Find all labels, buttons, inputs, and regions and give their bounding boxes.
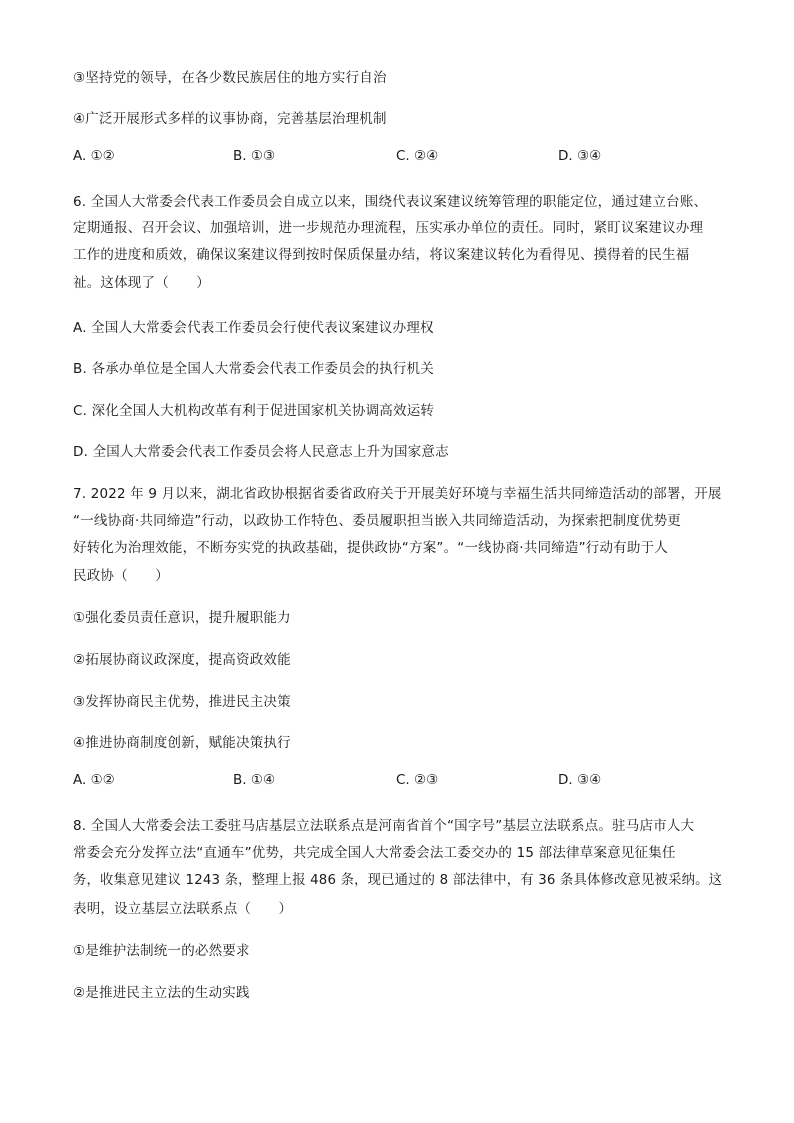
q8-stem-line: 务，收集意见建议 1243 条，整理上报 486 条，现已通过的 8 部法律中，有 36 条具体修改意见被采纳。这	[73, 872, 723, 888]
q7-option-b: B. ①④	[233, 772, 276, 788]
q7-item-4: ④推进协商制度创新，赋能决策执行	[73, 735, 291, 751]
q5-option-c: C. ②④	[396, 148, 439, 164]
q5-option-b: B. ①③	[233, 148, 276, 164]
q7-option-c: C. ②③	[396, 772, 439, 788]
q5-item-3: ③坚持党的领导，在各少数民族居住的地方实行自治	[73, 70, 387, 86]
q6-stem-line: 工作的进度和质效，确保议案建议得到按时保质保量办结，将议案建议转化为看得见、摸得着的民生福	[73, 247, 690, 263]
q7-stem-line: 好转化为治理效能，不断夯实党的执政基础，提供政协“方案”。“一线协商·共同缔造”行动有助于人	[73, 540, 668, 556]
q6-option-b: B. 各承办单位是全国人大常委会代表工作委员会的执行机关	[73, 361, 434, 377]
q5-option-a: A. ①②	[73, 148, 115, 164]
q6-option-d: D. 全国人大常委会代表工作委员会将人民意志上升为国家意志	[73, 444, 449, 460]
q7-item-2: ②拓展协商议政深度，提高资政效能	[73, 652, 291, 668]
q7-item-1: ①强化委员责任意识，提升履职能力	[73, 610, 291, 626]
q8-item-1: ①是维护法制统一的必然要求	[73, 943, 250, 959]
q7-option-a: A. ①②	[73, 772, 115, 788]
q5-option-d: D. ③④	[558, 148, 602, 164]
q6-option-c: C. 深化全国人大机构改革有利于促进国家机关协调高效运转	[73, 403, 435, 419]
q8-item-2: ②是推进民主立法的生动实践	[73, 985, 250, 1001]
q6-option-a: A. 全国人大常委会代表工作委员会行使代表议案建议办理权	[73, 320, 434, 336]
q7-stem-line: 民政协（ ）	[73, 568, 169, 584]
q8-stem-line: 8. 全国人大常委会法工委驻马店基层立法联系点是河南省首个“国字号”基层立法联系点。驻马店市人大	[73, 818, 695, 834]
q6-stem-line: 定期通报、召开会议、加强培训，进一步规范办理流程，压实承办单位的责任。同时，紧盯议案建议办理	[73, 220, 704, 236]
q5-item-4: ④广泛开展形式多样的议事协商，完善基层治理机制	[73, 111, 387, 127]
q8-stem-line: 表明，设立基层立法联系点（ ）	[73, 901, 293, 917]
q7-stem-line: 7. 2022 年 9 月以来，湖北省政协根据省委省政府关于开展美好环境与幸福生活共同缔造活动的部署，开展	[73, 486, 722, 502]
q6-stem-line: 6. 全国人大常委会代表工作委员会自成立以来，围绕代表议案建议统筹管理的职能定位，通过建立台账、	[73, 194, 708, 210]
q7-option-d: D. ③④	[558, 772, 602, 788]
q7-stem-line: “一线协商·共同缔造”行动，以政协工作特色、委员履职担当嵌入共同缔造活动，为探索把制度优势更	[73, 513, 681, 529]
q6-stem-line: 祉。这体现了（ ）	[73, 275, 210, 291]
q7-item-3: ③发挥协商民主优势，推进民主决策	[73, 694, 291, 710]
q8-stem-line: 常委会充分发挥立法“直通车”优势，共完成全国人大常委会法工委交办的 15 部法律草案意见征集任	[73, 845, 676, 861]
